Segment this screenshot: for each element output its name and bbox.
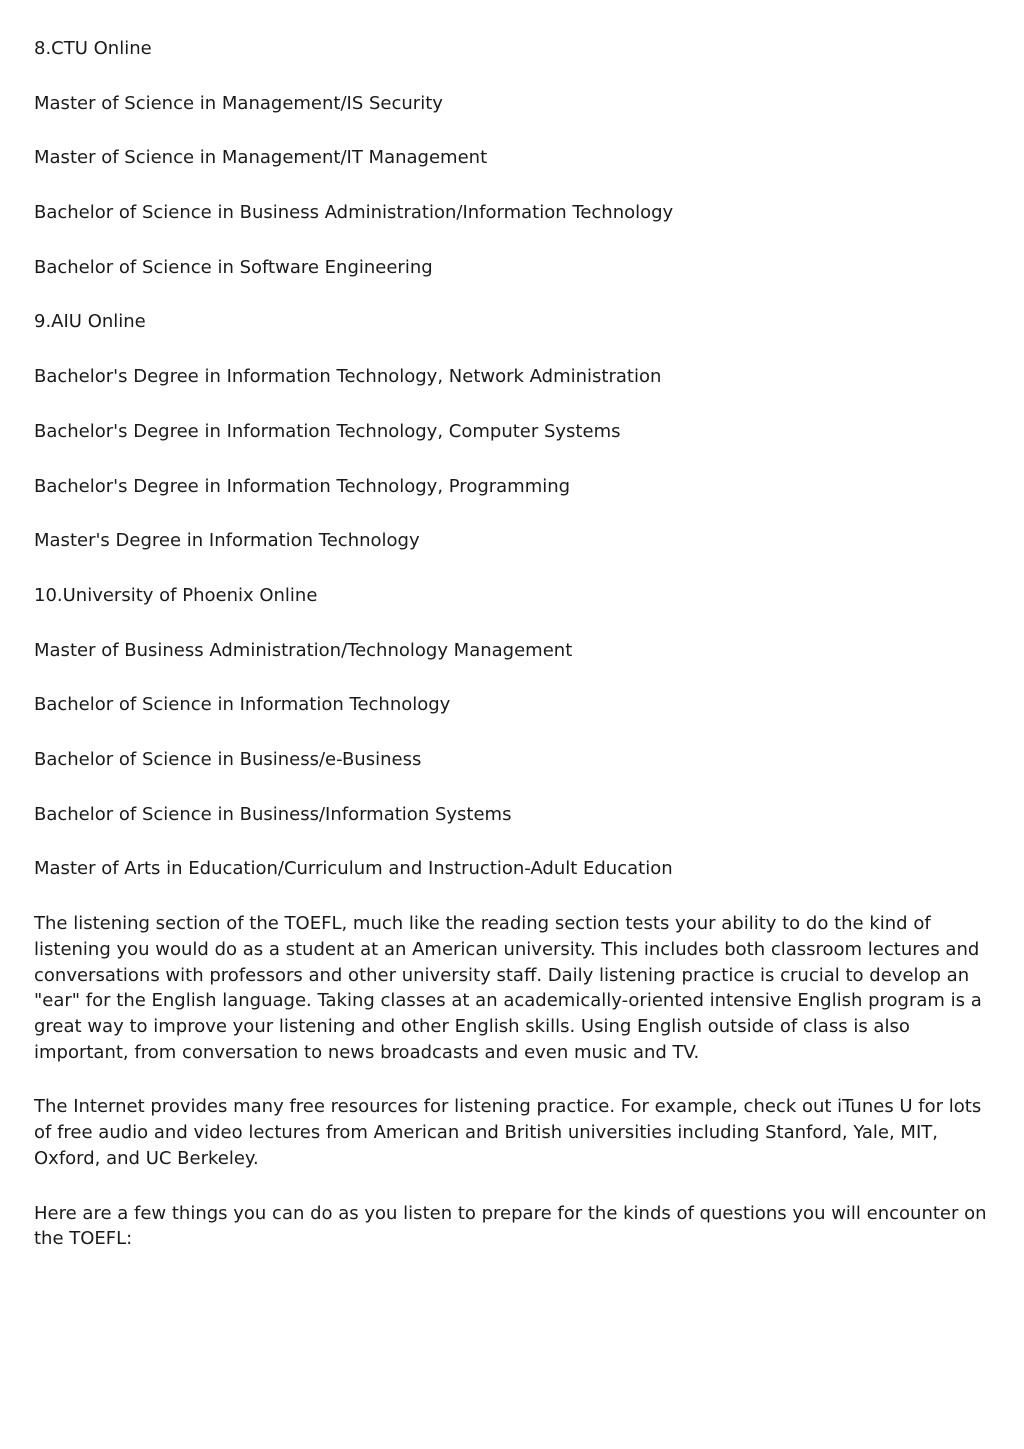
program-item: Bachelor of Science in Software Engineering	[34, 256, 433, 278]
program-item: Master of Science in Management/IT Management	[34, 147, 488, 169]
school-heading-phoenix: 10.University of Phoenix Online	[34, 584, 318, 606]
program-item: Bachelor's Degree in Information Technology, Network Administration	[34, 366, 662, 388]
program-item: Bachelor's Degree in Information Technology, Programming	[34, 475, 571, 497]
program-item: Master of Arts in Education/Curriculum and Instruction-Adult Education	[34, 858, 673, 880]
listening-section-paragraph: The listening section of the TOEFL, much like the reading section tests your ability to do the kind of listening you would do as a student at an American university. This includes both classroom lectures and conversations with professors and other university staff. Daily listening practice is crucial to develop an "ear" for the English language. Taking classes at an academically-oriented intensive English program is a great way to improve your listening and other English skills. Using English outside of class is also important, from conversation to news broadcasts and even music and TV.	[34, 913, 982, 1063]
program-item: Master of Business Administration/Technology Management	[34, 639, 573, 661]
document-page	[34, 36, 990, 1281]
program-item: Master of Science in Management/IS Security	[34, 92, 443, 114]
program-item: Bachelor of Science in Business Administration/Information Technology	[34, 202, 674, 224]
school-heading-aiu: 9.AIU Online	[34, 311, 146, 333]
school-heading-ctu: 8.CTU Online	[34, 38, 152, 59]
program-item: Bachelor of Science in Business/e-Business	[34, 748, 422, 770]
program-item: Master's Degree in Information Technology	[34, 530, 420, 552]
preparation-intro-paragraph: Here are a few things you can do as you listen to prepare for the kinds of questions you will encounter on the TOEFL:	[34, 1202, 987, 1250]
internet-resources-paragraph: The Internet provides many free resources for listening practice. For example, check out iTunes U for lots of free audio and video lectures from American and British universities including Stanford, Yale, MIT, Oxford, and UC Berkeley.	[34, 1096, 982, 1170]
program-item: Bachelor's Degree in Information Technology, Computer Systems	[34, 420, 621, 442]
program-item: Bachelor of Science in Business/Information Systems	[34, 803, 512, 825]
program-item: Bachelor of Science in Information Technology	[34, 694, 451, 716]
